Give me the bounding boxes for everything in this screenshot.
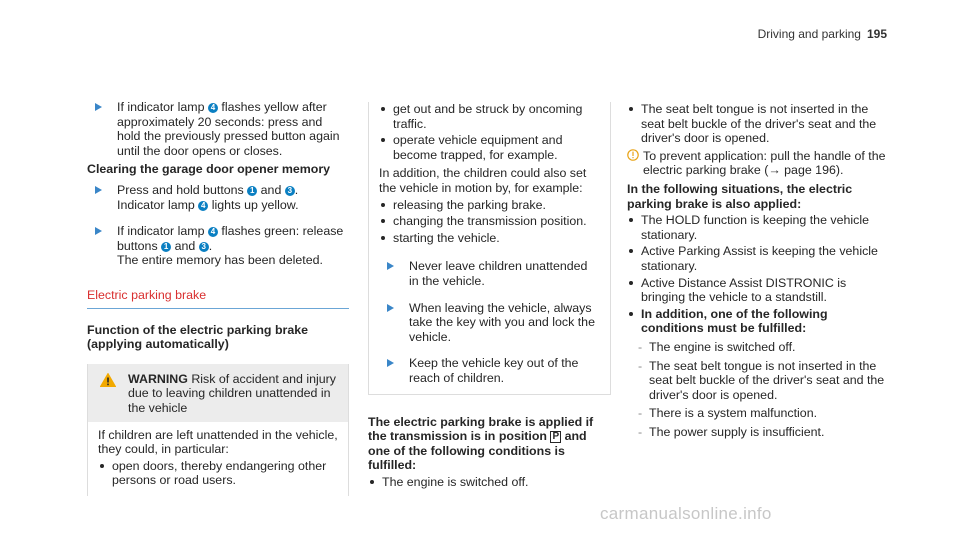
- list-item: starting the vehicle.: [379, 231, 600, 246]
- list-item: Active Distance Assist DISTRONIC is bringing the vehicle to a standstill.: [627, 276, 889, 305]
- step-arrow-icon: [95, 227, 102, 235]
- button-1-marker: 1: [247, 186, 257, 196]
- list-item: In addition, one of the following conditions must be fulfilled:: [627, 307, 889, 336]
- column-middle: [368, 100, 611, 489]
- instruction-step: Keep the vehicle key out of the reach of children.: [379, 356, 600, 385]
- page-number: 195: [866, 27, 887, 41]
- column-right: [627, 100, 889, 439]
- warning-header: [88, 364, 348, 422]
- warning-title: Risk of accident and injury due to leaving children unattended in the vehicle: [128, 371, 336, 415]
- step-arrow-icon: [95, 186, 102, 194]
- indicator-lamp-4-marker: 4: [208, 227, 218, 237]
- list-item: - The power supply is insufficient.: [635, 425, 889, 440]
- button-3-marker: 3: [199, 242, 209, 252]
- column-left: [87, 100, 349, 496]
- step-arrow-icon: [387, 359, 394, 367]
- list-item: The seat belt tongue is not inserted in the seat belt buckle of the driver's seat and the driver's door is opened.: [627, 102, 889, 146]
- warning-label: WARNING: [128, 371, 188, 386]
- list-item: - There is a system malfunction.: [635, 406, 889, 421]
- warning-continuation: [368, 102, 611, 394]
- instruction-step: If indicator lamp 4 flashes yellow after approximately 20 seconds: press and hold the previously pressed button again until the door opens or closes.: [87, 100, 349, 158]
- list-item: - The engine is switched off.: [635, 340, 889, 355]
- step-arrow-icon: [95, 103, 102, 111]
- instruction-step: Never leave children unattended in the vehicle.: [379, 259, 600, 288]
- list-item: releasing the parking brake.: [379, 198, 600, 213]
- list-item: open doors, thereby endangering other persons or road users.: [98, 459, 338, 488]
- list-item: operate vehicle equipment and become trapped, for example.: [379, 133, 600, 162]
- function-heading: Function of the electric parking brake (applying automatically): [87, 322, 309, 352]
- note: To prevent application: pull the handle of the electric parking brake (→ page 196).: [627, 149, 889, 178]
- section-name: Driving and parking: [757, 27, 861, 41]
- instruction-step: If indicator lamp 4 flashes green: release buttons 1 and 3 . The entire memory has been deleted.: [87, 224, 349, 268]
- list-item: - The seat belt tongue is not inserted in the seat belt buckle of the driver's seat and the driver's door is opened.: [635, 359, 889, 403]
- list-item: changing the transmission position.: [379, 214, 600, 229]
- list-item: The engine is switched off.: [368, 475, 611, 490]
- list-item: The HOLD function is keeping the vehicle stationary.: [627, 213, 889, 242]
- watermark-text: carmanualsonline.info: [600, 504, 772, 524]
- warning-body: If children are left unattended in the vehicle, they could, in particular: open doors, thereby endangering other persons or road users.: [98, 427, 338, 488]
- applied-heading: The electric parking brake is applied if the transmission is in position P and one of the following conditions is fulfilled:: [368, 414, 594, 473]
- watermark: [600, 504, 772, 524]
- clearing-memory-heading: Clearing the garage door opener memory: [87, 162, 331, 177]
- instruction-step: Press and hold buttons 1 and 3 . Indicator lamp 4 lights up yellow.: [87, 183, 349, 212]
- indicator-lamp-4-marker: 4: [198, 201, 208, 211]
- step-arrow-icon: [387, 262, 394, 270]
- warning-triangle-icon: [100, 373, 116, 387]
- button-3-marker: 3: [285, 186, 295, 196]
- park-position-symbol: P: [552, 431, 560, 443]
- page-header: [758, 27, 887, 42]
- button-1-marker: 1: [161, 242, 171, 252]
- list-item: Active Parking Assist is keeping the vehicle stationary.: [627, 244, 889, 273]
- indicator-lamp-4-marker: 4: [208, 103, 218, 113]
- section-title: Electric parking brake: [87, 288, 349, 309]
- instruction-step: When leaving the vehicle, always take the key with you and lock the vehicle.: [379, 301, 600, 345]
- paragraph: In addition, the children could also set the vehicle in motion by, for example:: [379, 166, 587, 195]
- condition-list: [627, 340, 889, 440]
- step-arrow-icon: [387, 304, 394, 312]
- warning-box: [87, 364, 349, 496]
- situations-heading: In the following situations, the electric parking brake is also applied:: [627, 181, 853, 211]
- list-item: get out and be struck by oncoming traffic.: [379, 102, 600, 131]
- info-icon: [627, 149, 639, 161]
